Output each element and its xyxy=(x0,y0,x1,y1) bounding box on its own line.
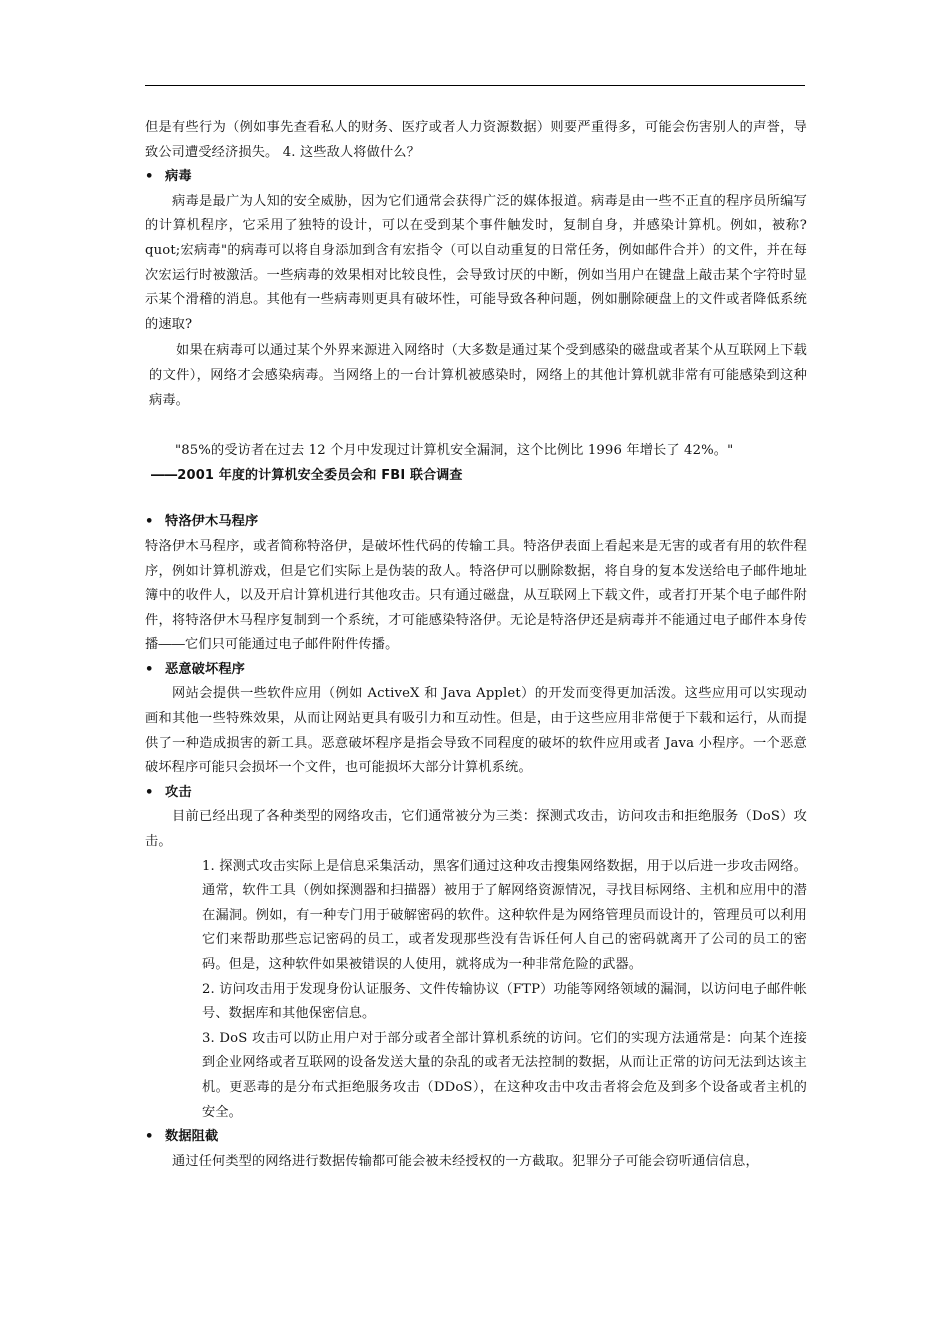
bullet-icon: • xyxy=(145,1129,154,1145)
header-rule xyxy=(145,85,805,86)
document-body xyxy=(145,116,807,1174)
bullet-heading-trojan: • 特洛伊木马程序 xyxy=(145,510,807,535)
malicious-paragraph: 网站会提供一些软件应用（例如 ActiveX 和 Java Applet）的开发而变得更加活泼。这些应用可以实现动画和其他一些特殊效果，从而让网站更具有吸引力和互动性。但是，由于这些应用非常便于下载和运行，从而提供了一种造成损害的新工具。恶意破坏程序是指会导致不同程度的破坏的软件应用或者 Java 小程序。一个恶意破坏程序可能只会损坏一个文件，也可能损坏大部分计算机系统。 xyxy=(145,686,807,776)
virus-paragraph-2: 如果在病毒可以通过某个外界来源进入网络时（大多数是通过某个受到感染的磁盘或者某个从互联网上下载的文件），网络才会感染病毒。当网络上的一台计算机被感染时，网络上的其他计算机就非常有可能感染到这种病毒。 xyxy=(149,343,807,408)
intercept-paragraph: 通过任何类型的网络进行数据传输都可能会被未经授权的一方截取。犯罪分子可能会窃听通信信息， xyxy=(172,1153,759,1169)
bullet-heading-virus: • 病毒 xyxy=(145,165,807,190)
bullet-heading-attack: • 攻击 xyxy=(145,781,807,806)
attack-paragraph: 目前已经出现了各种类型的网络攻击，它们通常被分为三类：探测式攻击，访问攻击和拒绝服务（DoS）攻击。 xyxy=(145,809,807,850)
bullet-icon: • xyxy=(145,784,154,800)
bullet-heading-intercept: • 数据阻截 xyxy=(145,1125,807,1150)
trojan-paragraph: 特洛伊木马程序，或者简称特洛伊，是破坏性代码的传输工具。特洛伊表面上看起来是无害的或者有用的软件程序，例如计算机游戏，但是它们实际上是伪装的敌人。特洛伊可以删除数据，将自身的复本发送给电子邮件地址簿中的收件人，以及开启计算机进行其他攻击。只有通过磁盘，从互联网上下载文件，或者打开某个电子邮件附件，将特洛伊木马程序复制到一个系统，才可能感染特洛伊。无论是特洛伊还是病毒并不能通过电子邮件本身传播――它们只可能通过电子邮件附件传播。 xyxy=(145,538,807,653)
bullet-heading-malicious: • 恶意破坏程序 xyxy=(145,658,807,683)
quote-source: ――2001 年度的计算机安全委员会和 FBI 联合调查 xyxy=(151,467,463,483)
bullet-icon: • xyxy=(145,169,154,185)
attack-item-1: 1. 探测式攻击实际上是信息采集活动，黑客们通过这种攻击搜集网络数据，用于以后进一步攻击网络。通常，软件工具（例如探测器和扫描器）被用于了解网络资源情况，寻找目标网络、主机和应用中的潜在漏洞。例如，有一种专门用于破解密码的软件。这种软件是为网络管理员而设计的，管理员可以利用它们来帮助那些忘记密码的员工，或者发现那些没有告诉任何人自己的密码就离开了公司的员工的密码。但是，这种软件如果被错误的人使用，就将成为一种非常危险的武器。 xyxy=(202,858,807,972)
intro-paragraph: 但是有些行为（例如事先查看私人的财务、医疗或者人力资源数据）则要严重得多，可能会伤害别人的声誉，导致公司遭受经济损失。 4. 这些敌人将做什么？ xyxy=(145,120,807,160)
bullet-icon: • xyxy=(145,514,154,530)
attack-item-3: 3. DoS 攻击可以防止用户对于部分或者全部计算机系统的访问。它们的实现方法通常是：向某个连接到企业网络或者互联网的设备发送大量的杂乱的或者无法控制的数据，从而让正常的访问无法到达该主机。更恶毒的是分布式拒绝服务攻击（DDoS），在这种攻击中攻击者将会危及到多个设备或者主机的安全。 xyxy=(202,1030,807,1120)
virus-paragraph-1: 病毒是最广为人知的安全威胁，因为它们通常会获得广泛的媒体报道。病毒是由一些不正直的程序员所编写的计算机程序，它采用了独特的设计，可以在受到某个事件触发时，复制自身，并感染计算机。例如，被称?quot;宏病毒"的病毒可以将自身添加到含有宏指令（可以自动重复的日常任务，例如邮件合并）的文件，并在每次宏运行时被激活。一些病毒的效果相对比较良性，会导致讨厌的中断，例如当用户在键盘上敲击某个字符时显示某个滑稽的消息。其他有一些病毒则更具有破坏性，可能导致各种问题，例如删除硬盘上的文件或者降低系统的速取? xyxy=(145,193,807,332)
quote-block xyxy=(145,439,807,488)
attack-list xyxy=(145,855,807,1126)
attack-item-2: 2. 访问攻击用于发现身份认证服务、文件传输协议（FTP）功能等网络领域的漏洞，以访问电子邮件帐号、数据库和其他保密信息。 xyxy=(202,981,807,1022)
bullet-icon: • xyxy=(145,661,154,677)
quote-text: "85%的受访者在过去 12 个月中发现过计算机安全漏洞，这个比例比 1996 年增长了 42%。" xyxy=(175,443,734,459)
